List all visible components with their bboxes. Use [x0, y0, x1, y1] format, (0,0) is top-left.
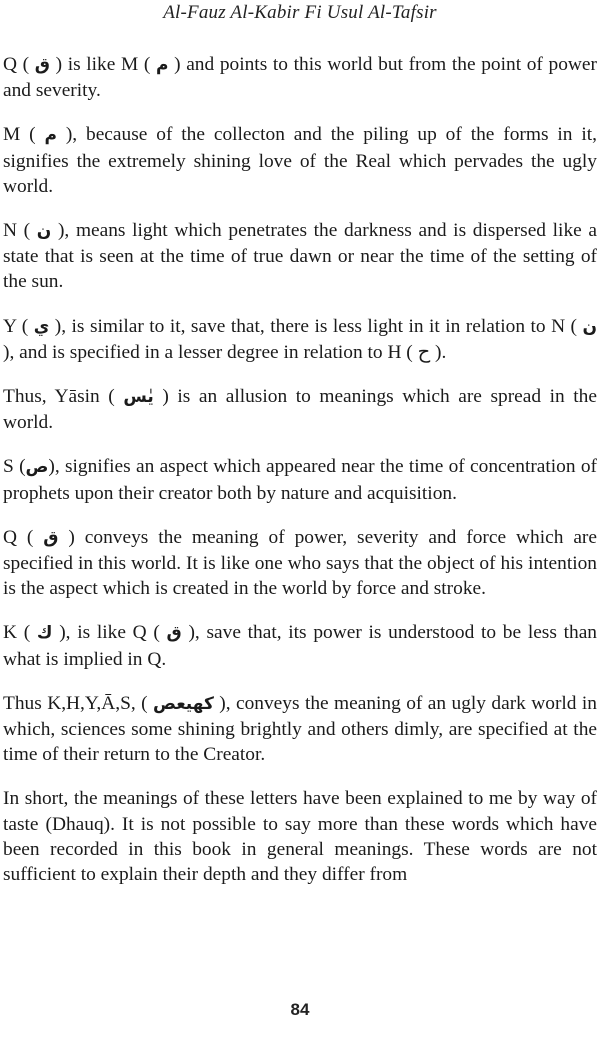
- arabic-letter: م: [155, 55, 169, 75]
- paragraph-text: ), signifies an aspect which appeared near the time of concentration of prophets upon their creator both by nature and acquisition.: [3, 456, 597, 504]
- paragraph-text: ), is similar to it, save that, there is less light in it in relation to N (: [49, 315, 583, 337]
- arabic-word: يٰس: [123, 387, 154, 408]
- page-number: 84: [290, 1000, 310, 1019]
- paragraph-text: M (: [3, 124, 45, 146]
- arabic-letter: ن: [36, 221, 52, 242]
- arabic-letter: ص: [25, 457, 49, 478]
- arabic-letter: م: [44, 125, 57, 146]
- arabic-word: كهيعص: [153, 693, 214, 714]
- paragraph-text: ), and is specified in a lesser degree in relation to H ( ح ).: [3, 341, 447, 363]
- paragraph-k: [3, 620, 597, 671]
- paragraph-n: [3, 218, 597, 295]
- arabic-letter: ق: [166, 623, 182, 644]
- paragraph-text: Y (: [3, 315, 34, 337]
- running-header: Al-Fauz Al-Kabir Fi Usul Al-Tafsir: [163, 2, 437, 23]
- paragraph-text: In short, the meanings of these letters have been explained to me by way of taste (Dhauq). It is not possible to say more than these words which have been recorded in this book in general meanings. These words are not sufficient to explain their depth and they differ from: [3, 788, 597, 886]
- body-text: [3, 52, 597, 887]
- arabic-letter: ك: [36, 623, 53, 644]
- paragraph-q: [3, 52, 597, 103]
- arabic-letter: ن: [582, 316, 597, 337]
- paragraph-text: Q (: [3, 54, 35, 75]
- paragraph-text: Thus, Yāsin (: [3, 386, 124, 408]
- paragraph-text: ) and points to this world but from the point of power and severity.: [3, 54, 597, 102]
- paragraph-text: ), means light which penetrates the darkness and is dispersed like a state that is seen at the time of true dawn or near the time of the setting of the sun.: [3, 220, 598, 293]
- paragraph-y: [3, 314, 597, 365]
- paragraph-text: S (: [3, 456, 26, 478]
- paragraph-text: ), is like Q (: [52, 622, 167, 644]
- paragraph-q-power: [3, 525, 597, 602]
- paragraph-text: Q (: [3, 526, 44, 548]
- paragraph-text: Thus K,H,Y,Ā,S, (: [3, 692, 154, 714]
- paragraph-m: [3, 122, 597, 199]
- paragraph-khyas: [3, 691, 597, 768]
- paragraph-text: N (: [3, 220, 37, 242]
- arabic-letter: ق: [34, 55, 50, 75]
- paragraph-text: ) is like M (: [49, 54, 156, 75]
- paragraph-yasin: [3, 384, 597, 435]
- paragraph-text: ), save that, its power is understood to be less than what is implied in Q.: [3, 622, 598, 670]
- arabic-letter: ق: [43, 527, 59, 548]
- paragraph-text: ), conveys the meaning of an ugly dark world in which, sciences some shining brightly and others dimly, are specified at the time of their return to the Creator.: [3, 692, 597, 766]
- paragraph-summary: [3, 786, 597, 887]
- paragraph-text: ), because of the collecton and the piling up of the forms in it, signifies the extremely shining love of the Real which pervades the ugly world.: [3, 124, 597, 197]
- paragraph-text: ) conveys the meaning of power, severity and force which are specified in this world. It is like one who says that the object of his intention is the aspect which is created in the world by force and stroke.: [3, 526, 597, 600]
- paragraph-text: K (: [3, 622, 37, 644]
- paragraph-text: ) is an allusion to meanings which are spread in the world.: [3, 386, 597, 434]
- paragraph-s: [3, 454, 597, 505]
- arabic-letter: ي: [33, 316, 50, 337]
